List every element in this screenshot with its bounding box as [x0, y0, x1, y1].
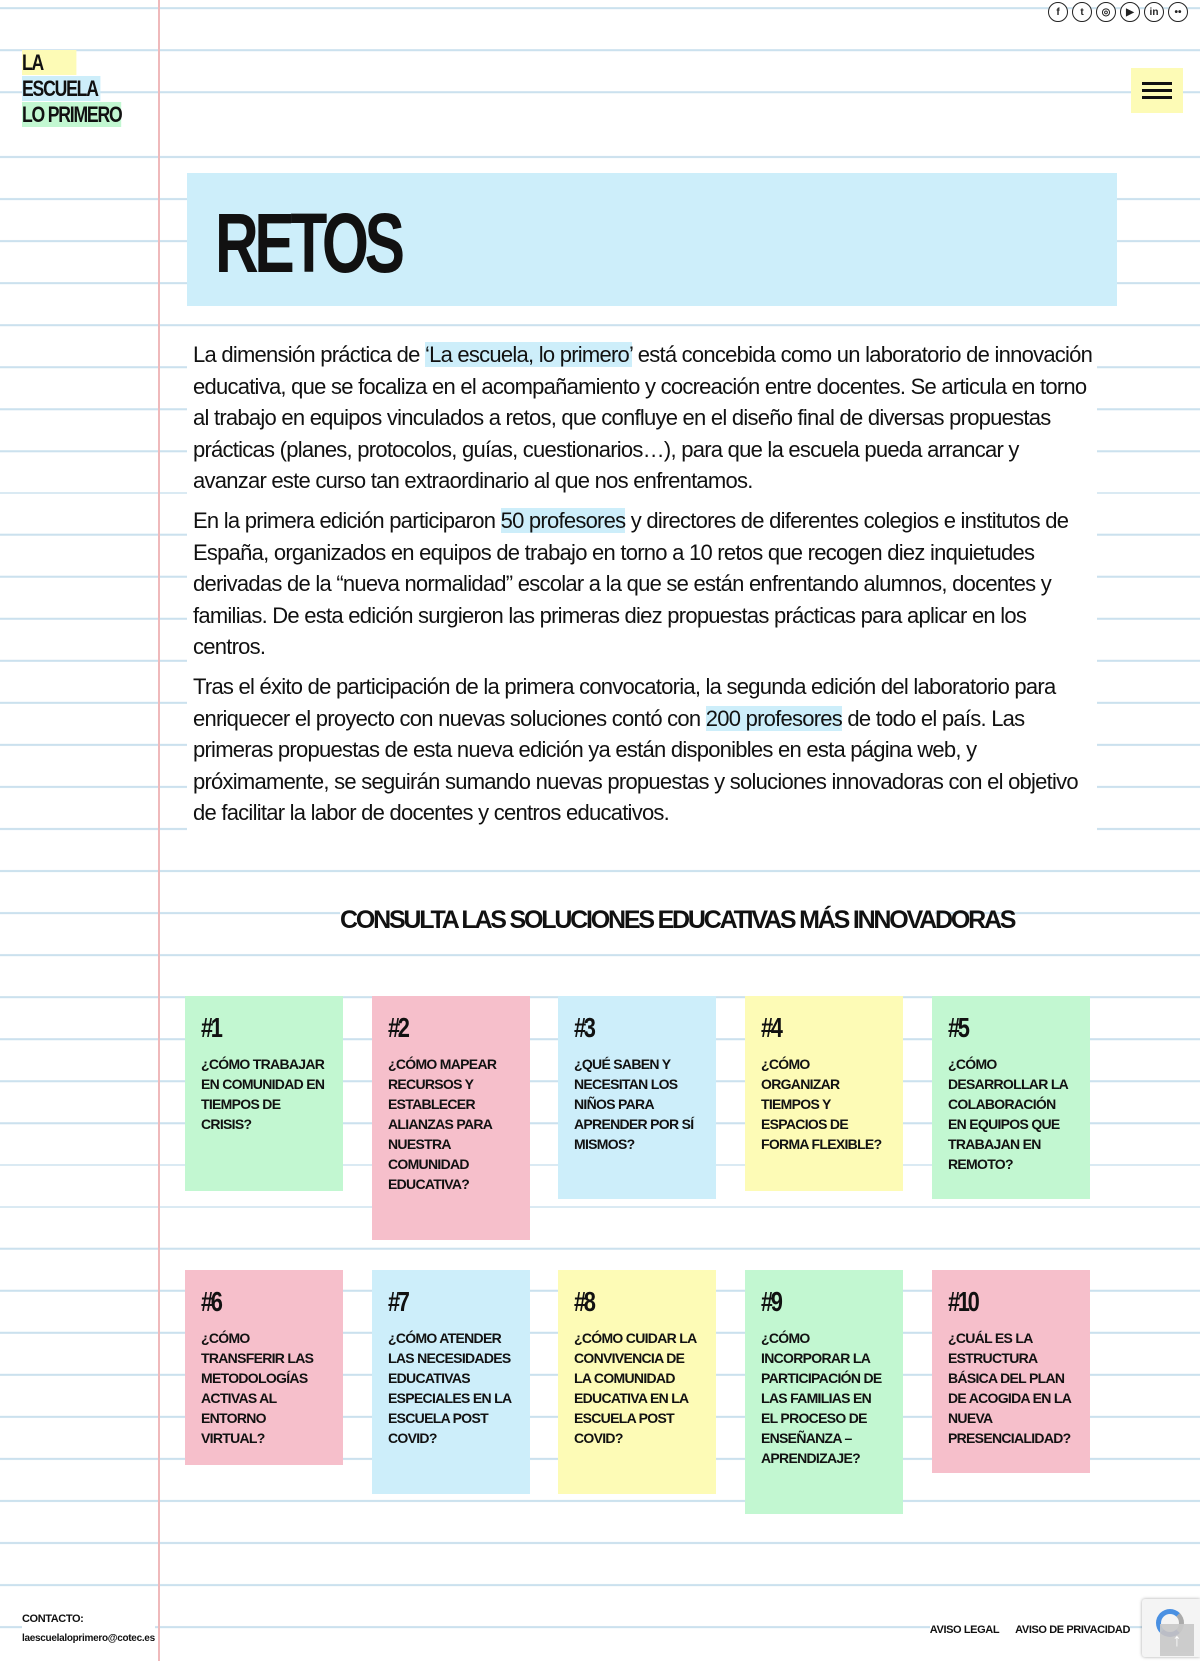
card-question: ¿CÓMO CUIDAR LA CONVIVENCIA DE LA COMUNIDAD EDUCATIVA EN LA ESCUELA POST COVID? [574, 1330, 696, 1446]
logo-line-3: LO PRIMERO [22, 102, 122, 127]
footer-links [930, 1624, 1130, 1636]
twitter-icon[interactable]: t [1072, 2, 1092, 22]
privacy-notice-link[interactable]: AVISO DE PRIVACIDAD [1015, 1624, 1130, 1636]
card-question: ¿CUÁL ES LA ESTRUCTURA BÁSICA DEL PLAN DE ACOGIDA EN LA NUEVA PRESENCIALIDAD? [948, 1330, 1071, 1446]
menu-button[interactable] [1131, 68, 1183, 113]
card-question: ¿CÓMO TRABAJAR EN COMUNIDAD EN TIEMPOS DE CRISIS? [201, 1056, 325, 1132]
card-number: #4 [761, 1012, 781, 1043]
contact-email[interactable]: laescuelaloprimero@cotec.es [22, 1633, 155, 1644]
card-question: ¿CÓMO ORGANIZAR TIEMPOS Y ESPACIOS DE FORMA FLEXIBLE? [761, 1056, 882, 1152]
intro-paragraph-3: Tras el éxito de participación de la primera convocatoria, la segunda edición del laboratorio para enriquecer el proyecto con nuevas soluciones contó con 200 profesores de todo el país. Las primeras propuestas de esta nueva edición ya están disponibles en esta página web, y próximamente, se seguirán sumando nuevas propuestas y soluciones innovadoras con el objetivo de facilitar la labor de docentes y centros educativos. [193, 673, 1078, 826]
highlight-teachers-200: 200 profesores [705, 705, 843, 731]
hamburger-icon [1142, 96, 1172, 99]
card-question: ¿CÓMO DESARROLLAR LA COLABORACIÓN EN EQUIPOS QUE TRABAJAN EN REMOTO? [948, 1056, 1068, 1172]
challenge-card-10[interactable] [932, 1270, 1090, 1473]
challenge-card-6[interactable] [185, 1270, 343, 1465]
card-question: ¿QUÉ SABEN Y NECESITAN LOS NIÑOS PARA APRENDER POR SÍ MISMOS? [574, 1056, 694, 1152]
card-number: #6 [201, 1286, 221, 1317]
highlight-project-name: ‘La escuela, lo primero’ [424, 342, 633, 367]
legal-notice-link[interactable]: AVISO LEGAL [929, 1624, 1000, 1636]
challenge-card-8[interactable] [558, 1270, 716, 1494]
hamburger-icon [1142, 89, 1172, 92]
flickr-icon[interactable]: •• [1168, 2, 1188, 22]
arrow-up-icon: ↑ [1172, 1629, 1182, 1650]
card-number: #2 [388, 1012, 408, 1043]
hamburger-icon [1142, 82, 1172, 85]
card-question: ¿CÓMO INCORPORAR LA PARTICIPACIÓN DE LAS FAMILIAS EN EL PROCESO DE ENSEÑANZA – APRENDIZAJE? [761, 1330, 882, 1466]
notebook-margin-line [158, 0, 160, 1661]
intro-paragraph-2: En la primera edición participaron 50 profesores y directores de diferentes colegios e institutos de España, organizados en equipos de trabajo en torno a 10 retos que recogen diez inquietudes derivadas de la “nueva normalidad” escolar a la que se están enfrentando alumnos, docentes y familias. De esta edición surgieron las primeras diez propuestas prácticas para aplicar en los centros. [193, 507, 1069, 660]
card-number: #3 [574, 1012, 594, 1043]
instagram-icon[interactable]: ◎ [1096, 2, 1116, 22]
logo-line-1: LA [22, 50, 126, 76]
facebook-icon[interactable]: f [1048, 2, 1068, 22]
scroll-to-top-button[interactable] [1160, 1624, 1194, 1656]
challenge-card-1[interactable] [185, 996, 343, 1191]
challenge-card-2[interactable] [372, 996, 530, 1240]
challenge-card-3[interactable] [558, 996, 716, 1199]
intro-text [187, 339, 1097, 837]
site-logo[interactable] [22, 50, 152, 128]
challenge-card-9[interactable] [745, 1270, 903, 1514]
card-number: #9 [761, 1286, 781, 1317]
card-question: ¿CÓMO TRANSFERIR LAS METODOLOGÍAS ACTIVAS AL ENTORNO VIRTUAL? [201, 1330, 314, 1446]
challenge-card-7[interactable] [372, 1270, 530, 1494]
logo-line-2: ESCUELA [22, 76, 126, 102]
card-question: ¿CÓMO MAPEAR RECURSOS Y ESTABLECER ALIANZAS PARA NUESTRA COMUNIDAD EDUCATIVA? [388, 1056, 497, 1192]
challenge-card-5[interactable] [932, 996, 1090, 1199]
linkedin-icon[interactable]: in [1144, 2, 1164, 22]
card-number: #8 [574, 1286, 594, 1317]
card-number: #5 [948, 1012, 968, 1043]
card-number: #7 [388, 1286, 408, 1317]
highlight-teachers-50: 50 profesores [500, 507, 626, 533]
card-number: #10 [948, 1286, 978, 1317]
card-question: ¿CÓMO ATENDER LAS NECESIDADES EDUCATIVAS ESPECIALES EN LA ESCUELA POST COVID? [388, 1330, 511, 1446]
challenge-card-4[interactable] [745, 996, 903, 1191]
youtube-icon[interactable]: ▶ [1120, 2, 1140, 22]
page-title-banner [187, 173, 1117, 306]
card-number: #1 [201, 1012, 221, 1043]
contact-label: CONTACTO: [22, 1613, 84, 1625]
page-title: RETOS [215, 196, 401, 290]
intro-paragraph-1: La dimensión práctica de ‘La escuela, lo primero’ está concebida como un laboratorio de innovación educativa, que se focaliza en el acompañamiento y cocreación entre docentes. Se articula en torno al trabajo en equipos vinculados a retos, que confluye en el diseño final de diversas propuestas prácticas (planes, protocolos, guías, cuestionarios…), para que la escuela pueda arrancar y avanzar este curso tan extraordinario al que nos enfrentamos. [193, 342, 1093, 494]
footer-contact [22, 1612, 155, 1646]
solutions-heading: CONSULTA LAS SOLUCIONES EDUCATIVAS MÁS INNOVADORAS [340, 906, 1015, 934]
social-links [1048, 2, 1188, 22]
